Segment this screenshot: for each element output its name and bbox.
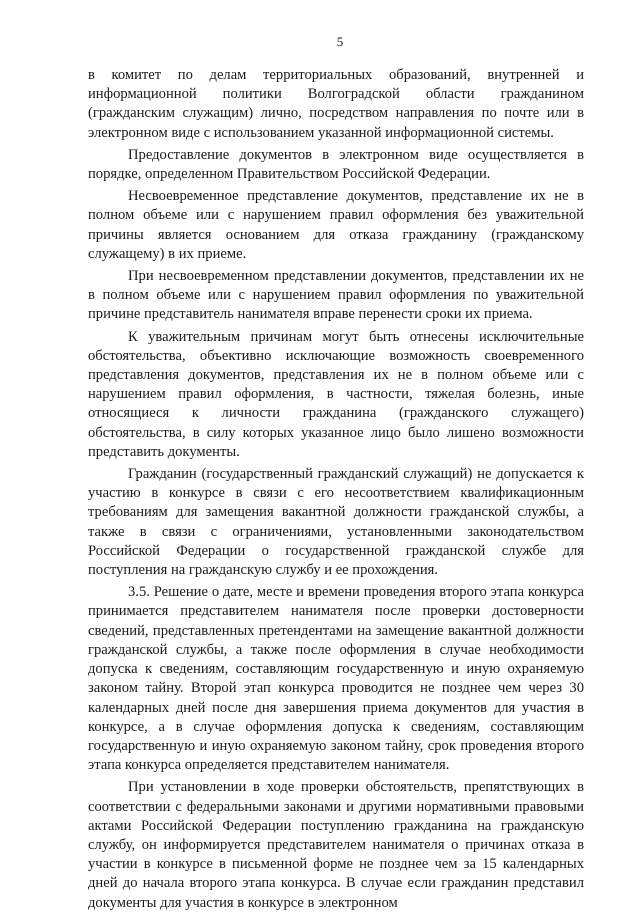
- paragraph-section-3-5: 3.5. Решение о дате, месте и времени проведения второго этапа конкурса принимается представителем нанимателя после проверки достоверности сведений, представленных претендентами на замещение вакантной должности гражданской службы, а также после оформления в случае необходимости допуска к сведениям, составляющим государственную и иную охраняемую законом тайну. Второй этап конкурса проводится не позднее чем через 30 календарных дней после дня завершения приема документов для участия в конкурсе, а в случае оформления допуска к сведениям, составляющим государственную и иную охраняемую законом тайну, срок проведения второго этапа конкурса определяется представителем нанимателя.: [88, 584, 584, 774]
- page-number: 5: [336, 34, 344, 49]
- paragraph-electronic-submission: Предоставление документов в электронном виде осуществляется в порядке, определенном Правительством Российской Федерации.: [88, 146, 584, 183]
- paragraph-valid-reasons: К уважительным причинам могут быть отнесены исключительные обстоятельства, объективно исключающие возможность своевременного представления документов, представления их не в полном объеме или с нарушением правил оформления, в частности, тяжелая болезнь, иные относящиеся к личности гражданина (гражданского служащего) обстоятельства, в силу которых указанное лицо было лишено возможности представить документы.: [88, 328, 584, 460]
- paragraph-continuation: в комитет по делам территориальных образований, внутренней и информационной политики Волгоградской области гражданином (гражданским служащим) лично, посредством направления по почте или в электронном виде с использованием указанной информационной системы.: [88, 67, 584, 141]
- document-page: [88, 34, 584, 913]
- paragraph-refusal-grounds: Несвоевременное представление документов, представление их не в полном объеме или с нарушением правил оформления без уважительной причины является основанием для отказа гражданину (гражданскому служащему) в их приеме.: [88, 188, 584, 262]
- paragraph-refusal-notification: При установлении в ходе проверки обстоятельств, препятствующих в соответствии с федеральными законами и другими нормативными правовыми актами Российской Федерации поступлению гражданина на гражданскую службу, он информируется представителем нанимателя о причинах отказа в участии в конкурсе в письменной форме не позднее чем за 15 календарных дней до начала второго этапа конкурса. В случае если гражданин представил документы для участия в конкурсе в электронном: [88, 779, 584, 911]
- paragraph-deadline-extension: При несвоевременном представлении документов, представлении их не в полном объеме или с нарушением правил оформления по уважительной причине представитель нанимателя вправе перенести сроки их приема.: [88, 268, 584, 323]
- paragraph-admission-restriction: Гражданин (государственный гражданский служащий) не допускается к участию в конкурсе в связи с его несоответствием квалификационным требованиям для замещения вакантной должности гражданской службы, а также в связи с ограничениями, установленными законодательством Российской Федерации о государственной гражданской службе для поступления на гражданскую службу и ее прохождения.: [88, 466, 584, 579]
